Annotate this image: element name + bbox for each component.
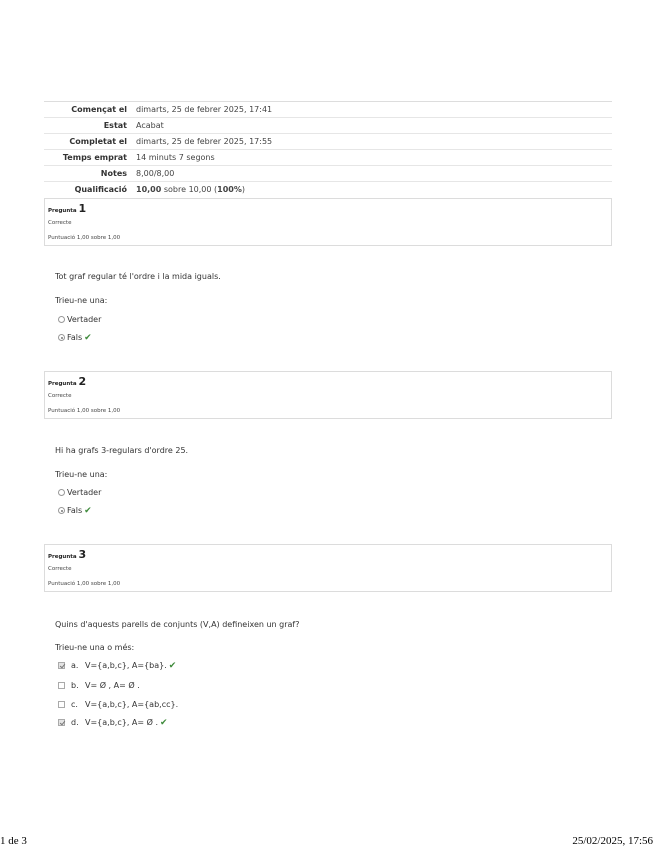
answer-option-d[interactable] [58,718,168,728]
option-label: Fals [67,333,83,342]
question-state: Correcte [48,566,72,572]
answer-option-b[interactable] [58,681,140,691]
question-prefix: Pregunta [48,381,77,387]
option-label: V={a,b,c}, A={ba}. [85,661,167,670]
answer-option-false[interactable] [58,333,92,343]
option-label: Vertader [67,488,102,497]
correct-check-icon: ✔ [84,333,92,343]
question-state: Correcte [48,393,72,399]
answer-prompt: Trieu-ne una: [55,470,108,479]
option-label: V={a,b,c}, A={ab,cc}. [85,700,179,709]
summary-label: Qualificació [44,182,133,198]
option-letter: a. [71,661,79,670]
answer-option-true[interactable] [58,315,101,325]
checkbox[interactable] [58,682,65,689]
attempt-summary-table [44,101,612,197]
summary-row-time-taken [44,150,612,166]
summary-value: dimarts, 25 de febrer 2025, 17:55 [133,134,612,150]
radio-button-selected[interactable] [58,334,65,341]
question-text: Hi ha grafs 3-regulars d'ordre 25. [55,446,189,455]
radio-button[interactable] [58,489,65,496]
answer-option-true[interactable] [58,488,101,498]
question-number-value: 3 [78,548,87,561]
correct-check-icon: ✔ [168,661,177,671]
question-number [48,548,86,561]
question-number-value: 1 [78,202,87,215]
radio-button-selected[interactable] [58,507,65,514]
question-info-2 [44,371,612,419]
option-label: V={a,b,c}, A= Ø . [85,718,159,727]
option-letter: c. [71,700,78,709]
correct-check-icon: ✔ [84,506,92,516]
answer-prompt: Trieu-ne una o més: [55,643,135,652]
summary-value: 14 minuts 7 segons [133,150,612,166]
answer-option-false[interactable] [58,506,92,516]
question-grade: Puntuació 1,00 sobre 1,00 [48,581,121,587]
summary-label: Notes [44,166,133,182]
summary-value: 8,00/8,00 [133,166,612,182]
question-prefix: Pregunta [48,208,77,214]
summary-label: Començat el [44,102,133,118]
question-grade: Puntuació 1,00 sobre 1,00 [48,408,121,414]
answer-prompt: Trieu-ne una: [55,296,108,305]
checkbox[interactable] [58,701,65,708]
summary-label: Estat [44,118,133,134]
option-letter: d. [71,718,79,727]
print-datetime: 25/02/2025, 17:56 [572,835,653,847]
question-state: Correcte [48,220,72,226]
checkbox-checked[interactable] [58,662,65,669]
question-text: Quins d'aquests parells de conjunts (V,A) defineixen un graf? [55,620,300,629]
summary-label: Completat el [44,134,133,150]
checkbox-checked[interactable] [58,719,65,726]
summary-value: Acabat [133,118,612,134]
grade-percent: 100% [217,185,242,194]
print-page-number: 1 de 3 [0,835,27,847]
option-label: Vertader [67,315,102,324]
option-label: V= Ø , A= Ø . [85,681,140,690]
question-number [48,202,86,215]
question-info-3 [44,544,612,592]
summary-value: dimarts, 25 de febrer 2025, 17:41 [133,102,612,118]
question-prefix: Pregunta [48,554,77,560]
summary-row-state [44,118,612,134]
question-number [48,375,86,388]
grade-value: 10,00 [136,185,162,194]
radio-button[interactable] [58,316,65,323]
option-letter: b. [71,681,79,690]
question-number-value: 2 [78,375,87,388]
option-label: Fals [67,506,83,515]
answer-option-a[interactable] [58,661,176,671]
summary-row-started [44,102,612,118]
summary-value [133,182,612,198]
summary-label: Temps emprat [44,150,133,166]
question-grade: Puntuació 1,00 sobre 1,00 [48,235,121,241]
correct-check-icon: ✔ [160,718,168,728]
answer-option-c[interactable] [58,700,178,710]
summary-row-grade [44,182,612,198]
question-text: Tot graf regular té l'ordre i la mida iguals. [55,272,221,281]
summary-row-marks [44,166,612,182]
grade-close: ) [241,185,245,194]
grade-out-of: sobre 10,00 ( [161,185,218,194]
summary-row-completed [44,134,612,150]
question-info-1 [44,198,612,246]
